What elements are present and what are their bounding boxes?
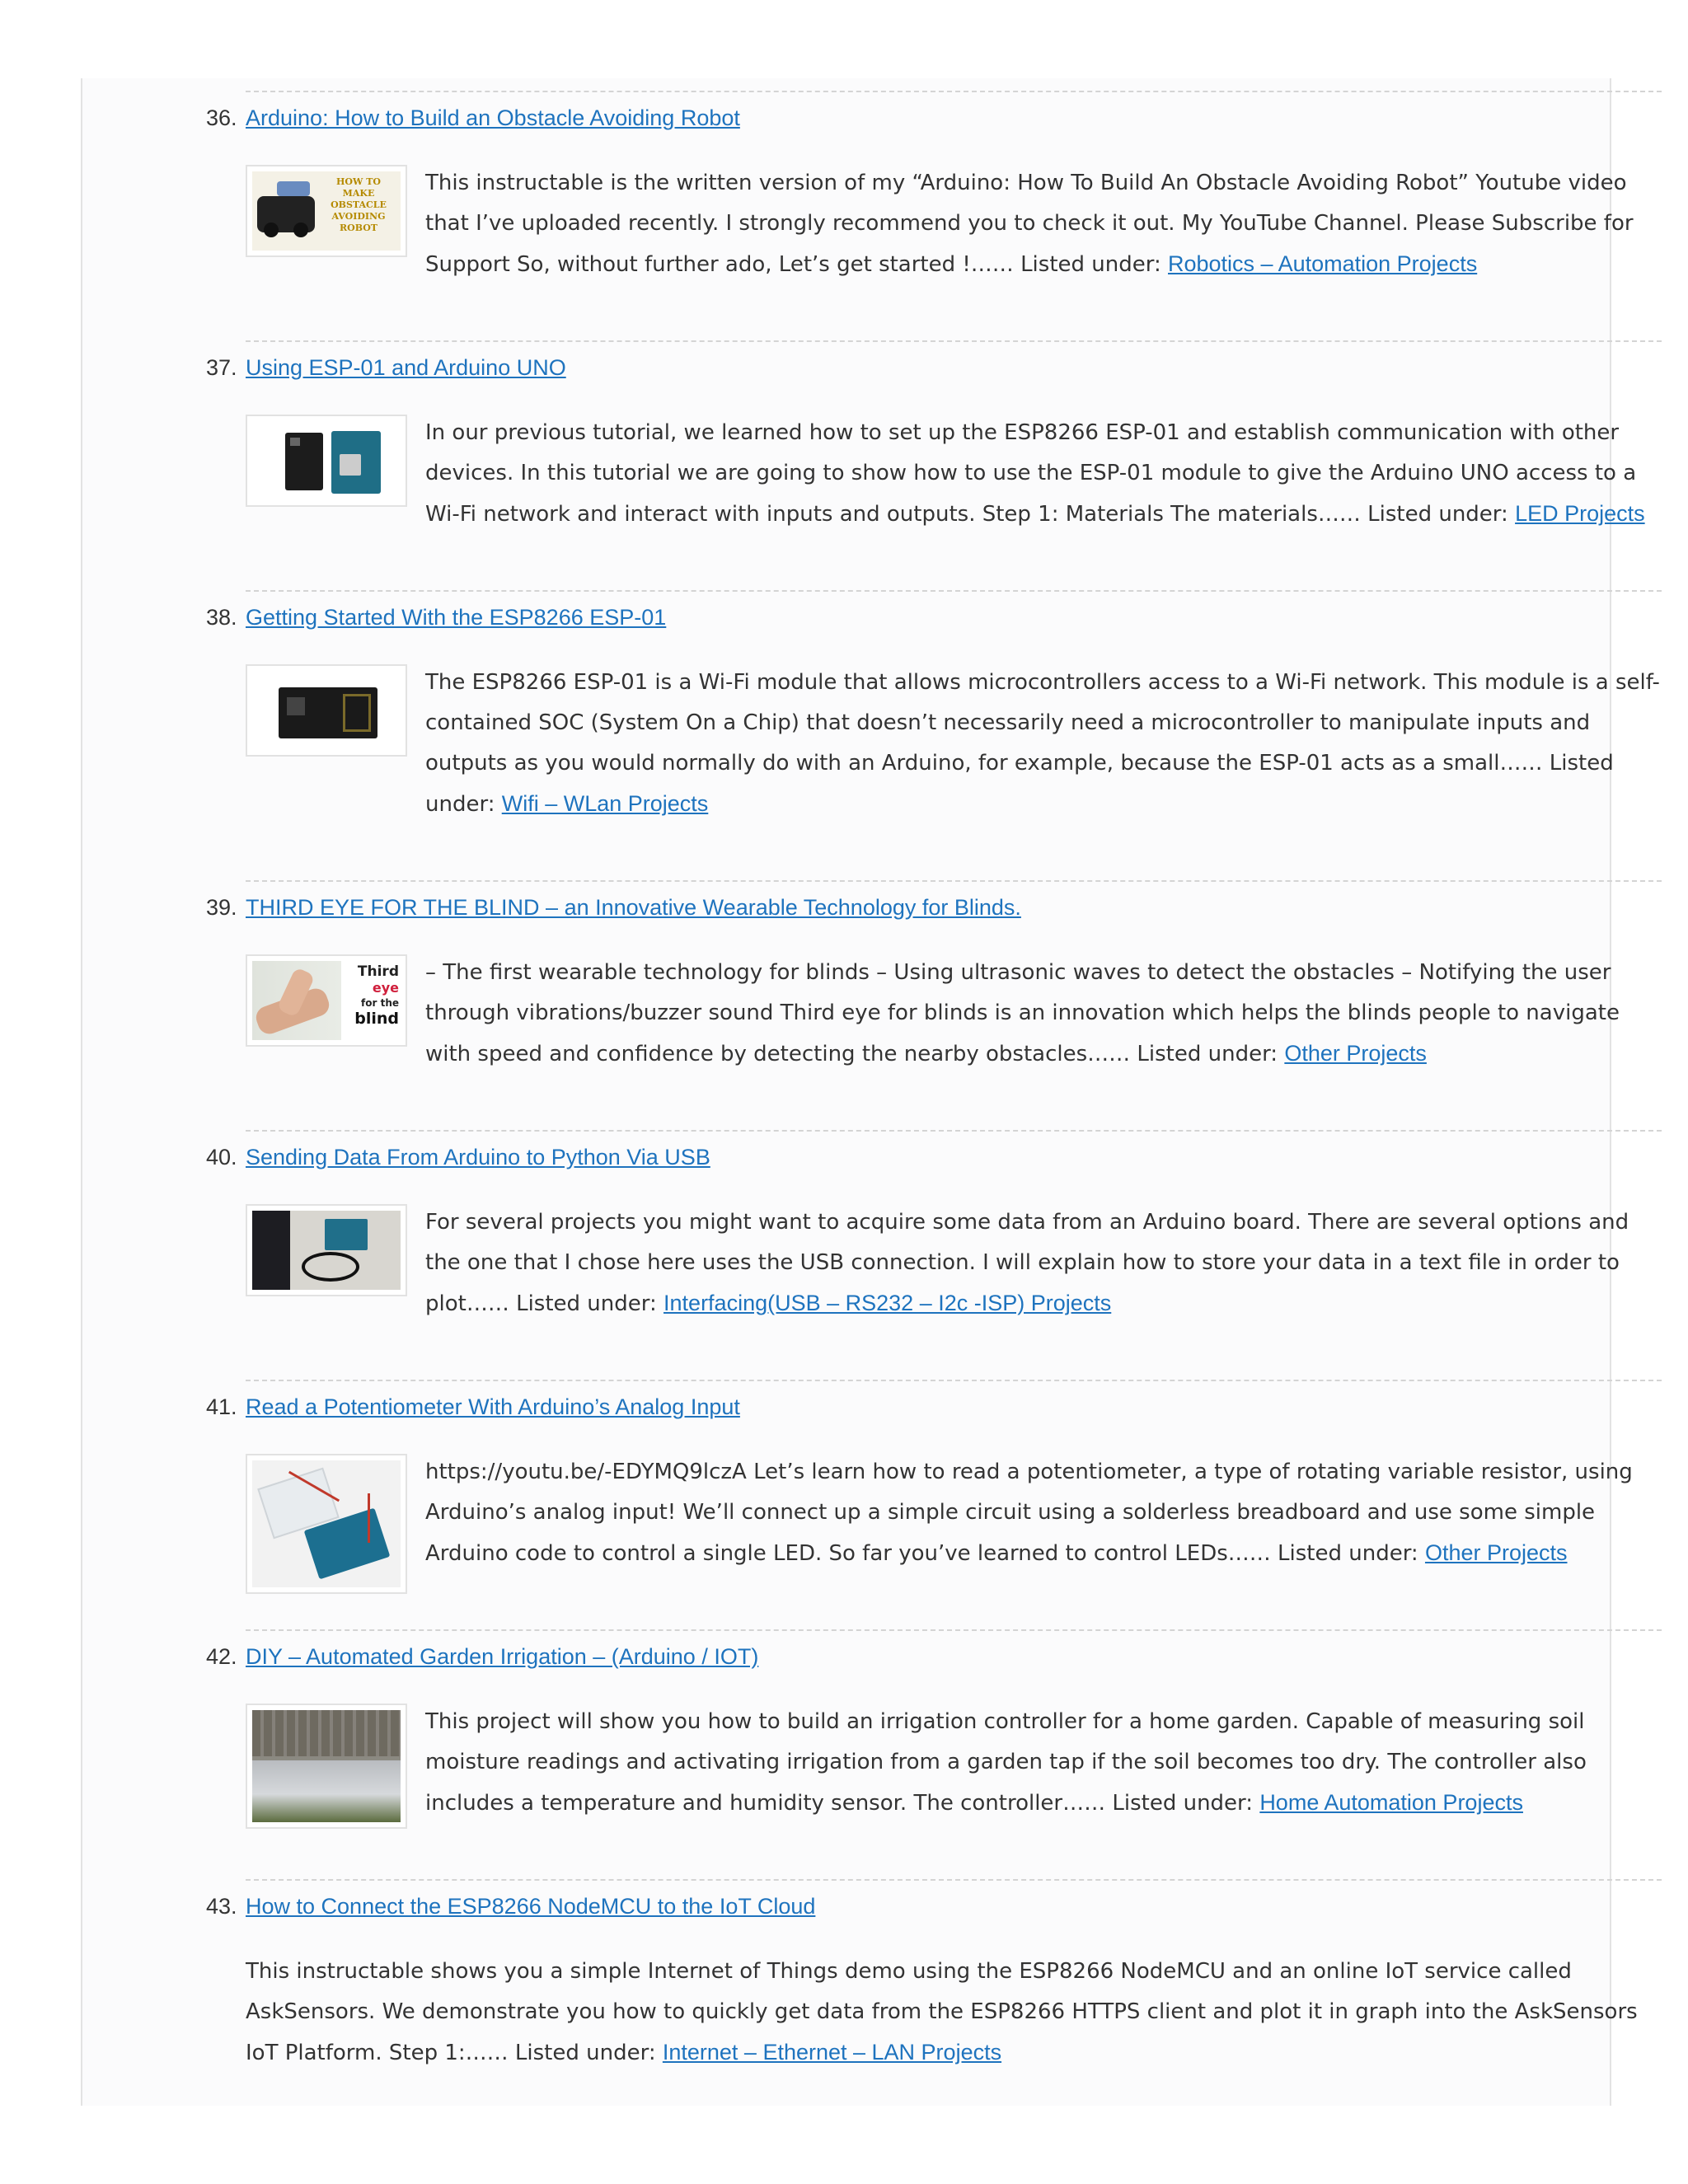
item-title-link[interactable]: DIY – Automated Garden Irrigation – (Arduino / IOT) (246, 1644, 759, 1669)
item-description: This instructable shows you a simple Internet of Things demo using the ESP8266 NodeMCU and an online IoT service called AskSensors. We demonstrate you how to quickly get data from the ESP8266 HTTPS client and plot it in graph into the AskSensors IoT Platform. Step 1:…… Listed under: Internet – Ethernet – LAN Projects (246, 1959, 1638, 2065)
item-title-link[interactable]: Arduino: How to Build an Obstacle Avoiding Robot (246, 105, 740, 130)
item-title-link[interactable]: Sending Data From Arduino to Python Via USB (246, 1145, 710, 1169)
list-item (206, 1629, 1662, 1877)
list-item (206, 91, 1662, 338)
item-thumbnail[interactable] (246, 415, 407, 507)
item-thumbnail[interactable] (246, 1204, 407, 1296)
item-description: The ESP8266 ESP-01 is a Wi-Fi module that allows microcontrollers access to a Wi-Fi network. This module is a self-contained SOC (System On a Chip) that doesn’t necessarily need a microcontroller to manipulate inputs and outputs as you would normally do with an Arduino, for example, because the ESP-01 acts as a small…… Listed under: Wifi – WLan Projects (425, 670, 1660, 817)
category-link[interactable]: Interfacing(USB – RS232 – I2c -ISP) Projects (663, 1291, 1112, 1315)
list-item (206, 1130, 1662, 1377)
item-number: 42. (206, 1644, 237, 1669)
item-number: 36. (206, 105, 237, 130)
item-thumbnail[interactable] (246, 1454, 407, 1594)
item-description: – The first wearable technology for blinds – Using ultrasonic waves to detect the obstacles – Notifying the user through vibrations/buzzer sound Third eye for blinds is an innovation which helps the blinds people to navigate with speed and confidence by detecting the nearby obstacles…… Listed under: Other Projects (425, 960, 1620, 1066)
item-number: 39. (206, 895, 237, 920)
category-link[interactable]: Home Automation Projects (1259, 1790, 1523, 1815)
item-thumbnail[interactable] (246, 1704, 407, 1829)
category-link[interactable]: Internet – Ethernet – LAN Projects (662, 2040, 1002, 2064)
list-item (206, 590, 1662, 879)
item-thumbnail[interactable] (246, 664, 407, 757)
category-link[interactable]: Other Projects (1424, 1540, 1568, 1565)
item-description: This project will show you how to build an irrigation controller for a home garden. Capable of measuring soil moisture readings and activating irrigation from a garden tap if the soil becomes too dry. The controller also includes a temperature and humidity sensor. The controller…… Listed under: Home Automation Projects (425, 1709, 1587, 1816)
item-title-link[interactable]: Using ESP-01 and Arduino UNO (246, 355, 566, 380)
thumb-caption: Third eye for the blind (354, 963, 399, 1028)
item-title-link[interactable]: Getting Started With the ESP8266 ESP-01 (246, 605, 667, 630)
category-link[interactable]: Other Projects (1284, 1041, 1427, 1066)
item-number: 43. (206, 1894, 237, 1919)
item-thumbnail[interactable] (246, 954, 407, 1047)
item-number: 41. (206, 1394, 237, 1419)
item-number: 40. (206, 1145, 237, 1169)
item-number: 37. (206, 355, 237, 380)
list-item (206, 880, 1662, 1127)
category-link[interactable]: LED Projects (1515, 501, 1645, 526)
item-description: For several projects you might want to acquire some data from an Arduino board. There are several options and the one that I chose here uses the USB connection. I will explain how to store your data in a text file in order to plot…… Listed under: Interfacing(USB – RS232 – I2c -ISP) Projects (425, 1210, 1629, 1316)
list-item (206, 340, 1662, 588)
item-title-link[interactable]: THIRD EYE FOR THE BLIND – an Innovative Wearable Technology for Blinds. (246, 895, 1021, 920)
category-link[interactable]: Wifi – WLan Projects (501, 791, 709, 816)
content-panel (81, 78, 1660, 2106)
item-number: 38. (206, 605, 237, 630)
item-description: This instructable is the written version of my “Arduino: How To Build An Obstacle Avoiding Robot” Youtube video that I’ve uploaded recently. I strongly recommend you to check it out. My YouTube Channel. Please Subscribe for Support So, without further ado, Let’s get started !…… Listed under: Robotics – Automation Projects (425, 171, 1634, 277)
list-item (206, 1879, 1662, 2093)
list-item (206, 1380, 1662, 1627)
item-title-link[interactable]: How to Connect the ESP8266 NodeMCU to the IoT Cloud (246, 1894, 816, 1919)
category-link[interactable]: Robotics – Automation Projects (1168, 251, 1478, 276)
thumb-caption: HOW TO MAKE OBSTACLE AVOIDING ROBOT (331, 176, 387, 233)
item-thumbnail[interactable] (246, 165, 407, 257)
item-description: In our previous tutorial, we learned how to set up the ESP8266 ESP-01 and establish communication with other devices. In this tutorial we are going to show how to use the ESP-01 module to give the Arduino UNO access to a Wi-Fi network and interact with inputs and outputs. Step 1: Materials The materials…… Listed under: LED Projects (425, 420, 1645, 527)
item-title-link[interactable]: Read a Potentiometer With Arduino’s Analog Input (246, 1394, 740, 1419)
item-description: https://youtu.be/-EDYMQ9lczA Let’s learn how to read a potentiometer, a type of rotating variable resistor, using Arduino’s analog input! We’ll connect up a simple circuit using a solderless breadboard and use some simple Arduino code to control a single LED. So far you’ve learned to control LEDs…… Listed under: Other Projects (425, 1460, 1633, 1566)
